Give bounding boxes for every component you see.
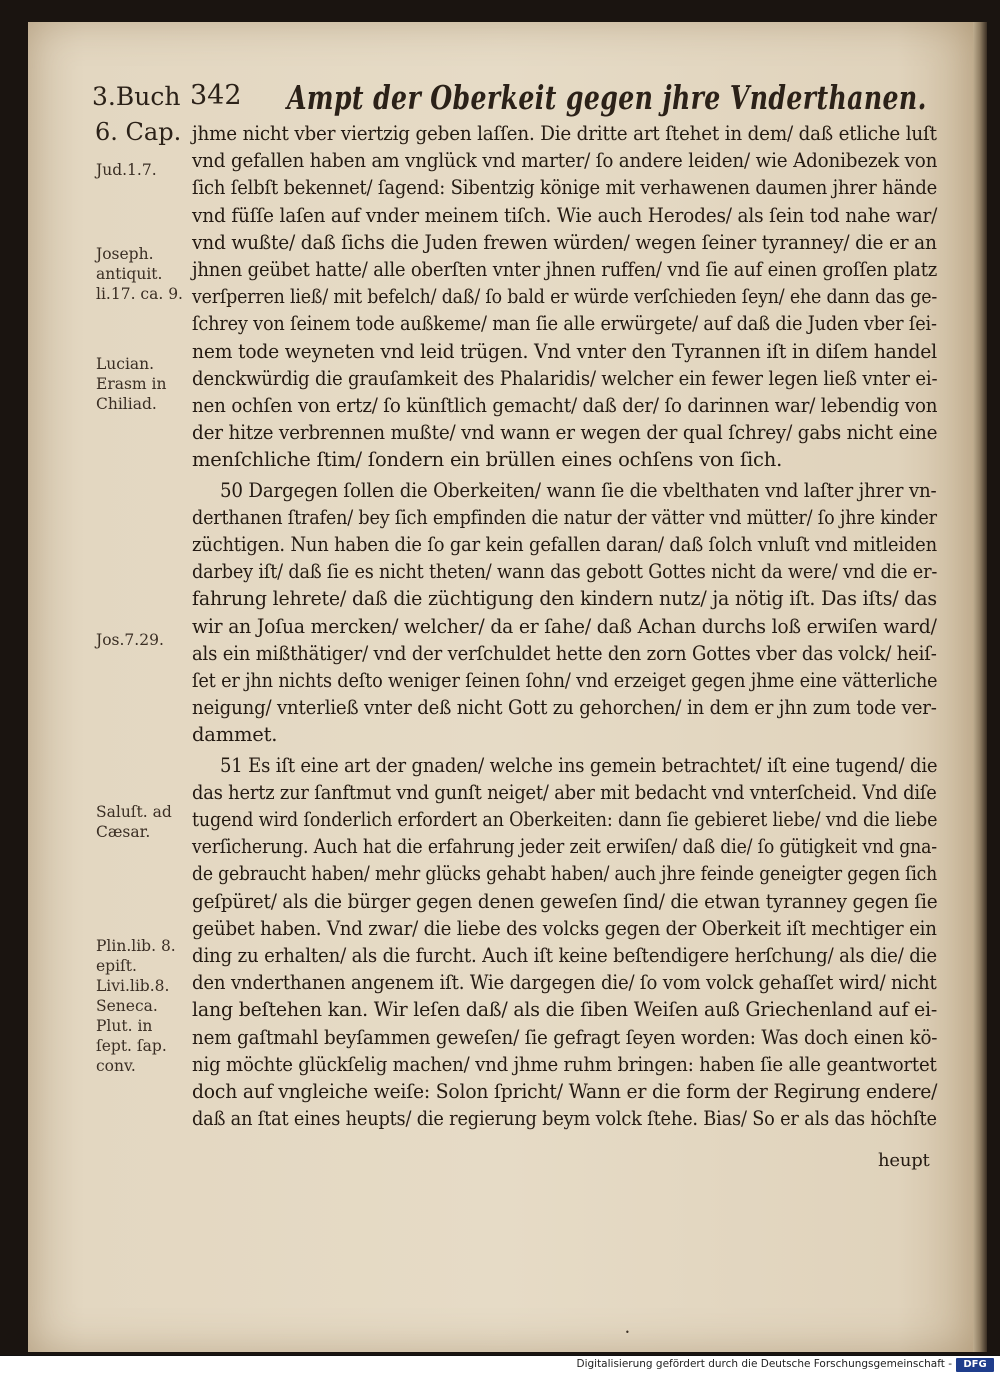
text-line: 51 Es iſt eine art der gnaden/ welche ins gemein betrachtet/ iſt eine tugend/ die: [220, 753, 938, 777]
text-line: darbey iſt/ daß ſie es nicht theten/ wann das gebott Gottes nicht da were/ vnd die er-: [192, 560, 938, 584]
running-header: [92, 78, 932, 128]
text-line: 50 Dargegen ſollen die Oberkeiten/ wann ſie die vbelthaten vnd laſter jhrer vn-: [220, 478, 937, 502]
text-line: den vnderthanen angenem iſt. Wie dargegen die/ ſo vom volck gehaſſet wird/ nicht: [192, 971, 937, 995]
page-title: Ampt der Oberkeit gegen jhre Vnderthanen.: [287, 78, 927, 117]
text-line: ſet er jhn nichts deſto weniger ſeinen ſohn/ vnd erzeiget gegen jhme eine vätterliche: [192, 669, 938, 692]
margin-note: Plin.lib. 8. epiſt. Livi.lib.8. Seneca. Plut. in ſept. ſap. conv.: [96, 937, 176, 1075]
text-line: verſicherung. Auch hat die erfahrung jeder zeit erwiſen/ daß die/ ſo gütigkeit vnd gna-: [192, 835, 937, 859]
page-speck: •: [625, 1328, 630, 1337]
page-number: 342: [190, 80, 242, 111]
margin-note: Jud.1.7.: [96, 161, 157, 179]
text-line: wir an Joſua mercken/ welcher/ da er ſahe/ daß Achan durchs loß erwiſen ward/: [192, 614, 937, 638]
text-line: der hitze verbrennen mußte/ vnd wann er wegen der qual ſchrey/ gabs nicht eine: [192, 421, 938, 445]
text-line: geſpüret/ als die bürger gegen denen geweſen ſind/ die etwan tyranney gegen ſie: [192, 889, 938, 913]
text-line: fahrung lehrete/ daß die züchtigung den kindern nutz/ ja nötig iſt. Das iſts/ das: [192, 587, 937, 611]
text-line: denckwürdig die grauſamkeit des Phalaridis/ welcher ein fewer legen ließ vnter ei-: [192, 366, 938, 390]
margin-note: Jos.7.29.: [96, 631, 164, 649]
text-line: verſperren ließ/ mit befelch/ daß/ ſo bald er würde verſchieden ſeyn/ ehe dann das ge-: [192, 285, 938, 309]
footer-bar: [0, 1356, 1000, 1375]
text-line: ſich ſelbſt bekennet/ ſagend: Sibentzig könige mit verhawenen daumen jhrer hände: [192, 176, 938, 200]
text-line: ſchrey von ſeinem tode außkeme/ man ſie alle erwürgete/ auf daß die Juden vber ſei-: [192, 312, 937, 336]
page-edge: [973, 22, 987, 1352]
text-line: de gebraucht haben/ mehr glücks gehabt haben/ auch jhre feinde geneigter gegen ſich: [192, 862, 938, 886]
footer-credit: Digitalisierung gefördert durch die Deutsche Forschungsgemeinschaft -: [576, 1358, 952, 1370]
text-line: vnd wußte/ daß ſichs die Juden frewen würden/ wegen ſeiner tyranney/ die er an: [192, 230, 937, 254]
text-line: doch auf vngleiche weiſe: Solon ſpricht/ Wann er die form der Regirung endere/: [192, 1080, 938, 1103]
text-line: nen ochſen von ertz/ ſo künſtlich gemacht/ daß der/ ſo darinnen war/ lebendig von: [192, 394, 938, 417]
text-line: vnd gefallen haben am vnglück vnd marter/ ſo andere leiden/ wie Adonibezek von: [192, 149, 938, 173]
text-line: nig möchte glückſelig machen/ vnd jhme ruhm bringen: haben ſie alle geantwortet: [192, 1052, 937, 1076]
text-line: lang beſtehen kan. Wir leſen daß/ als die ſiben Weiſen auß Griechenland auf ei-: [192, 998, 938, 1022]
text-line: jhme nicht vber viertzig geben laſſen. Die dritte art ſtehet in dem/ daß etliche luſt: [192, 122, 937, 145]
text-line: jhnen geübet hatte/ alle oberſten vnter jhnen ruffen/ vnd ſie auf einen groſſen platz: [192, 258, 938, 281]
text-line: als ein mißthätiger/ vnd der verſchuldet hette den zorn Gottes vber das volck/ heiſ-: [192, 641, 937, 665]
text-line: tugend wird ſonderlich erfordert an Oberkeiten: dann ſie gebieret liebe/ vnd die liebe: [192, 808, 938, 831]
text-line: geübet haben. Vnd zwar/ die liebe des volcks gegen der Oberkeit iſt mechtiger ein: [192, 916, 937, 940]
text-line: vnd füſſe laſen auf vnder meinem tiſch. Wie auch Herodes/ als ſein tod nahe war/: [192, 203, 938, 227]
margin-note: Joseph. antiquit. li.17. ca. 9.: [96, 245, 183, 303]
dfg-logo: DFG: [956, 1358, 994, 1372]
text-line: dammet.: [192, 723, 278, 747]
text-line: derthanen ſtrafen/ bey ſich empfinden die natur der vätter vnd mütter/ ſo jhre kinder: [192, 505, 937, 529]
text-line: nem tode weyneten vnd leid trügen. Vnd vnter den Tyrannen iſt in diſem handel: [192, 339, 937, 363]
text-line: züchtigen. Nun haben die ſo gar kein gefallen daran/ daß ſolch vnluſt vnd mitleiden: [192, 533, 937, 556]
text-line: daß an ſtat eines heupts/ die regierung beym volck ſtehe. Bias/ So er als das höchſte: [192, 1107, 937, 1131]
margin-note: Saluſt. ad Cæsar.: [96, 803, 172, 841]
book-label: 3.Buch: [92, 82, 181, 111]
text-line: neigung/ vnterließ vnter deß nicht Gott zu gehorchen/ in dem er jhn zum tode ver-: [192, 696, 937, 720]
text-line: das hertz zur ſanftmut vnd gunſt neiget/ aber mit bedacht vnd vnterſcheid. Vnd diſe: [192, 780, 937, 804]
catchword: heupt: [878, 1150, 930, 1171]
text-line: menſchliche ſtim/ ſondern ein brüllen eines ochſens von ſich.: [192, 448, 783, 472]
text-line: ding zu erhalten/ als die furcht. Auch iſt keine beſtendigere herſchung/ als die/ die: [192, 944, 937, 967]
text-line: nem gaſtmahl beyſammen geweſen/ ſie gefragt ſeyen worden: Was doch einen kö-: [192, 1025, 938, 1049]
chapter-label: 6. Cap.: [95, 118, 182, 146]
margin-note: Lucian. Erasm in Chiliad.: [96, 355, 167, 413]
